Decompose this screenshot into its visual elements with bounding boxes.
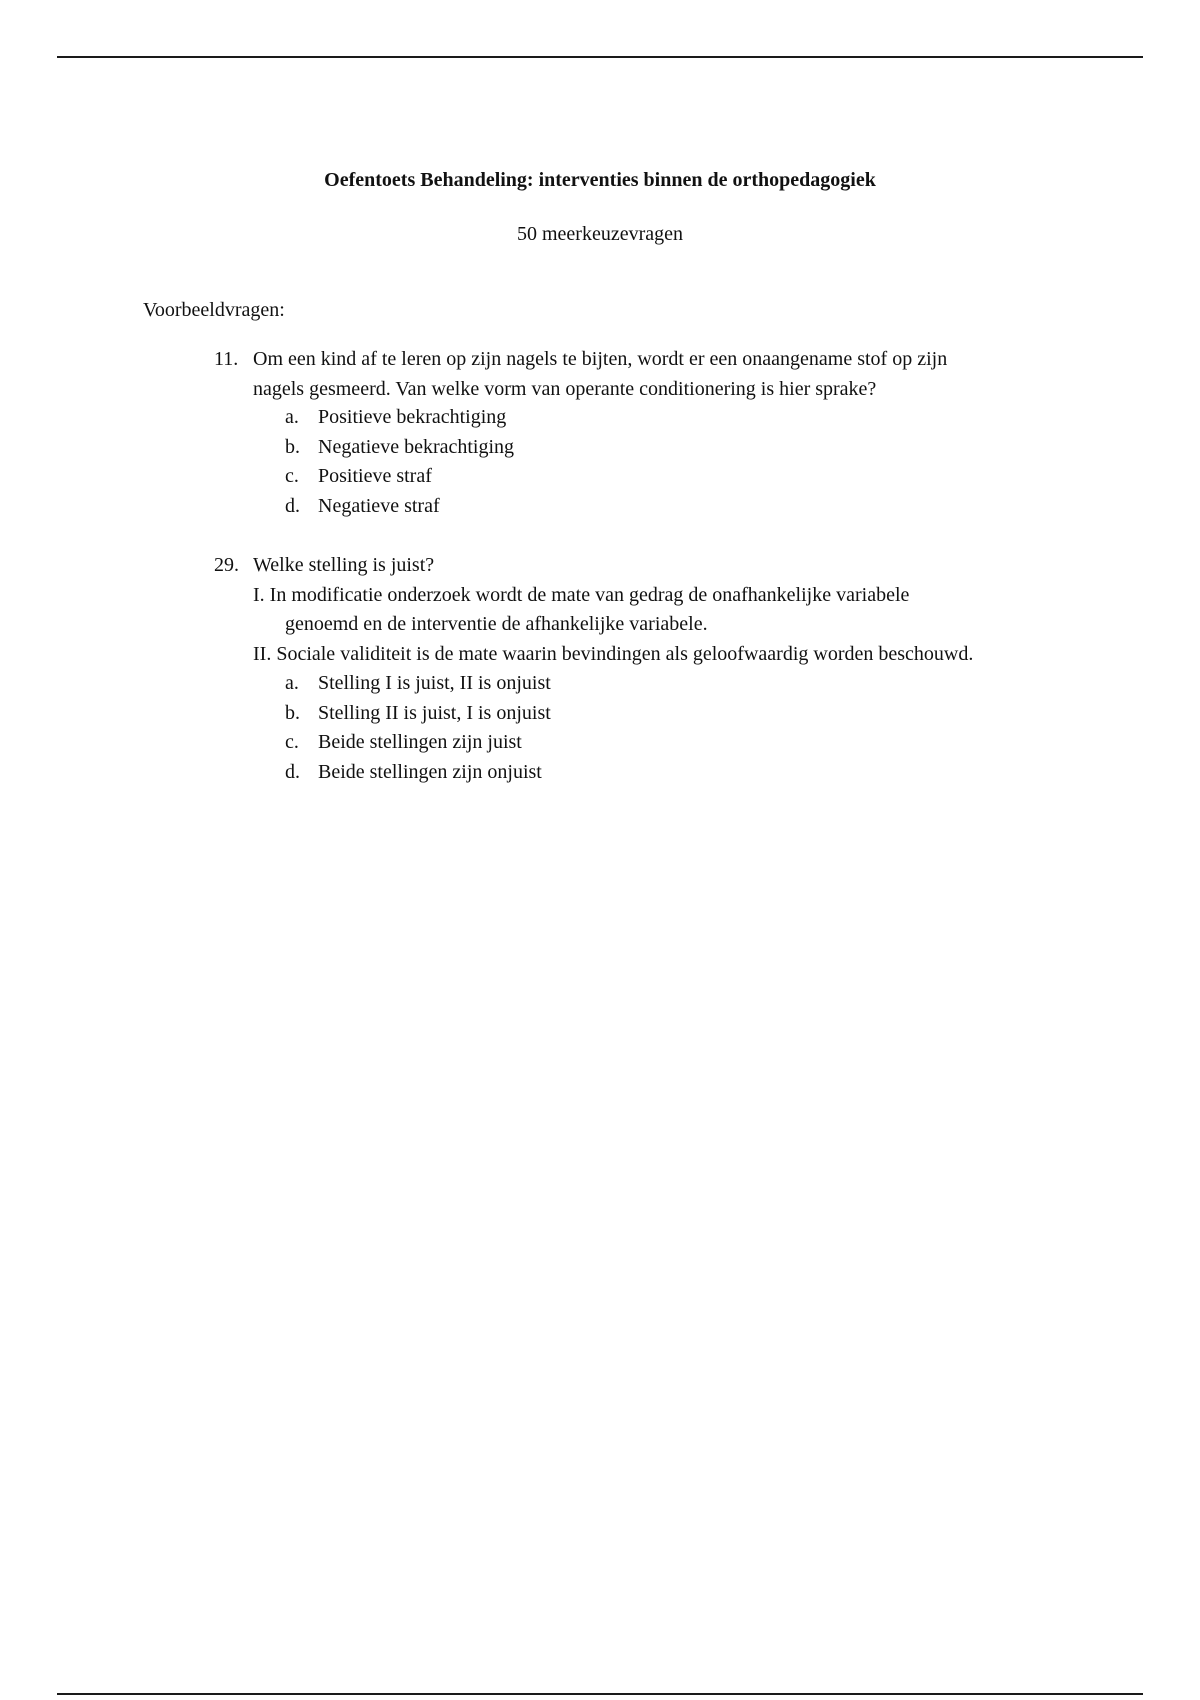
statement-line: I. In modificatie onderzoek wordt de mate van gedrag de onafhankelijke variabele	[253, 584, 910, 606]
option-letter: c.	[285, 465, 299, 487]
option-letter: c.	[285, 731, 299, 753]
option-letter: b.	[285, 702, 300, 724]
footer-rule	[57, 1693, 1143, 1695]
option-text: Negatieve straf	[318, 495, 440, 517]
option-letter: a.	[285, 672, 299, 694]
option-letter: d.	[285, 495, 300, 517]
option-letter: b.	[285, 436, 300, 458]
question-text-line: Welke stelling is juist?	[253, 554, 435, 576]
question-number: 11.	[214, 348, 239, 370]
option-text: Positieve straf	[318, 465, 432, 487]
option-text: Positieve bekrachtiging	[318, 406, 507, 428]
question-number: 29.	[214, 554, 239, 576]
option-text: Negatieve bekrachtiging	[318, 436, 515, 458]
option-text: Stelling I is juist, II is onjuist	[318, 672, 551, 694]
option-letter: a.	[285, 406, 299, 428]
question-text-line: nagels gesmeerd. Van welke vorm van operante conditionering is hier sprake?	[253, 378, 877, 400]
document-title: Oefentoets Behandeling: interventies binnen de orthopedagogiek	[324, 169, 876, 191]
statement-line: genoemd en de interventie de afhankelijke variabele.	[285, 613, 708, 635]
option-text: Beide stellingen zijn onjuist	[318, 761, 542, 783]
header-rule	[57, 56, 1143, 58]
option-text: Beide stellingen zijn juist	[318, 731, 522, 753]
section-label: Voorbeeldvragen:	[143, 299, 285, 321]
question-text-line: Om een kind af te leren op zijn nagels te bijten, wordt er een onaangename stof op zijn	[253, 348, 948, 370]
statement-line: II. Sociale validiteit is de mate waarin bevindingen als geloofwaardig worden beschouwd.	[253, 643, 974, 665]
option-letter: d.	[285, 761, 300, 783]
option-text: Stelling II is juist, I is onjuist	[318, 702, 551, 724]
document-subtitle: 50 meerkeuzevragen	[516, 223, 683, 245]
